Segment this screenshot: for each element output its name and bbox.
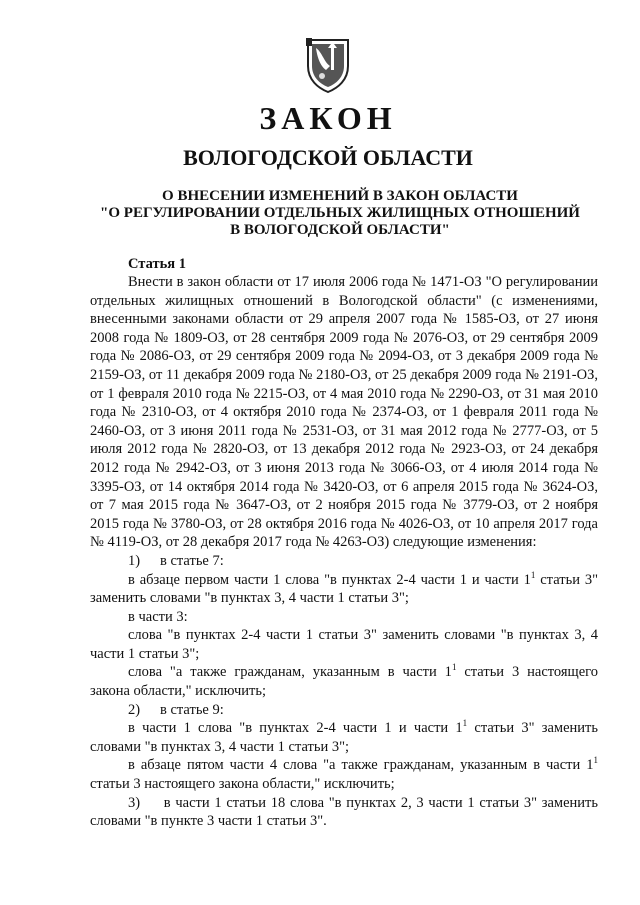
item-text: в статье 7: xyxy=(160,552,224,569)
law-title: ЗАКОН xyxy=(259,100,397,136)
amendment-paragraph: в абзаце пятом части 4 слова "а также гражданам, указанным в части $1^1$ статьи 3 настоящего закона области," исключить; xyxy=(90,755,598,793)
subject-line: О ВНЕСЕНИИ ИЗМЕНЕНИЙ В ЗАКОН ОБЛАСТИ xyxy=(162,188,518,204)
list-item xyxy=(90,552,598,571)
item-number: 1) xyxy=(128,552,141,569)
article-heading: Статья 1 xyxy=(128,256,186,272)
item-number: 3) xyxy=(128,794,141,811)
subject-line: "О РЕГУЛИРОВАНИИ ОТДЕЛЬНЫХ ЖИЛИЩНЫХ ОТНОШЕНИЙ xyxy=(100,205,580,221)
subject-line: В ВОЛОГОДСКОЙ ОБЛАСТИ" xyxy=(230,222,450,238)
item-text: в части 1 статьи 18 слова "в пунктах 2, 3 части 1 статьи 3" заменить словами "в пункте 3 части 1 статьи 3". xyxy=(90,794,598,830)
law-subject-heading xyxy=(90,188,590,239)
amendment-paragraph: в абзаце первом части 1 слова "в пунктах 2-4 части 1 и части $1^1$ статьи 3" заменить словами "в пунктах 3, 4 части 1 статьи 3"; xyxy=(90,569,598,607)
item-number: 2) xyxy=(128,701,141,718)
amendment-paragraph: в части 3: xyxy=(128,608,188,625)
amendment-paragraph: в части 1 слова "в пунктах 2-4 части 1 и части $1^1$ статьи 3" заменить словами "в пунктах 3, 4 части 1 статьи 3"; xyxy=(90,718,598,755)
vologda-coat-of-arms-icon xyxy=(304,36,352,94)
region-title: ВОЛОГОДСКОЙ ОБЛАСТИ xyxy=(183,145,473,170)
list-item xyxy=(90,794,598,831)
intro-paragraph: Внести в закон области от 17 июля 2006 года № 1471-ОЗ "О регулировании отдельных жилищных отношений в Вологодской области" (с изменениями, внесенными законами области от 29 апреля 2007 года № 1585-ОЗ, от 27 июня 2008 года № 1809-ОЗ, от 28 сентября 2009 года № 2076-ОЗ, от 29 сентября 2009 года № 2086-ОЗ, от 29 сентября 2009 года № 2094-ОЗ, от 3 декабря 2009 года № 2159-ОЗ, от 11 декабря 2009 года № 2180-ОЗ, от 25 декабря 2009 года № 2191-ОЗ, от 1 февраля 2010 года № 2215-ОЗ, от 4 мая 2010 года № 2290-ОЗ, от 31 мая 2010 года № 2310-ОЗ, от 4 октября 2010 года № 2374-ОЗ, от 1 февраля 2011 года № 2460-ОЗ, от 3 июня 2011 года № 2531-ОЗ, от 31 мая 2012 года № 2777-ОЗ, от 5 июля 2012 года № 2820-ОЗ, от 13 декабря 2012 года № 2923-ОЗ, от 24 декабря 2012 года № 2942-ОЗ, от 3 июня 2013 года № 3066-ОЗ, от 4 июля 2014 года № 3395-ОЗ, от 14 октября 2014 года № 3420-ОЗ, от 6 апреля 2015 года № 3624-ОЗ, от 7 мая 2015 года № 3647-ОЗ, от 2 ноября 2015 года № 3779-ОЗ, от 2 ноября 2015 года № 3780-ОЗ, от 28 октября 2016 года № 4026-ОЗ, от 10 апреля 2017 года № 4119-ОЗ, от 28 декабря 2017 года № 4263-ОЗ) следующие изменения: xyxy=(90,274,598,551)
amendment-paragraph: слова "в пунктах 2-4 части 1 статьи 3" заменить словами "в пунктах 3, 4 части 1 статьи 3"; xyxy=(90,627,598,662)
item-text: в статье 9: xyxy=(160,701,224,718)
list-item xyxy=(90,701,598,720)
amendment-paragraph: слова "а также гражданам, указанным в части $1^1$ статьи 3 настоящего закона области," исключить; xyxy=(90,662,598,700)
article-body xyxy=(90,273,598,831)
